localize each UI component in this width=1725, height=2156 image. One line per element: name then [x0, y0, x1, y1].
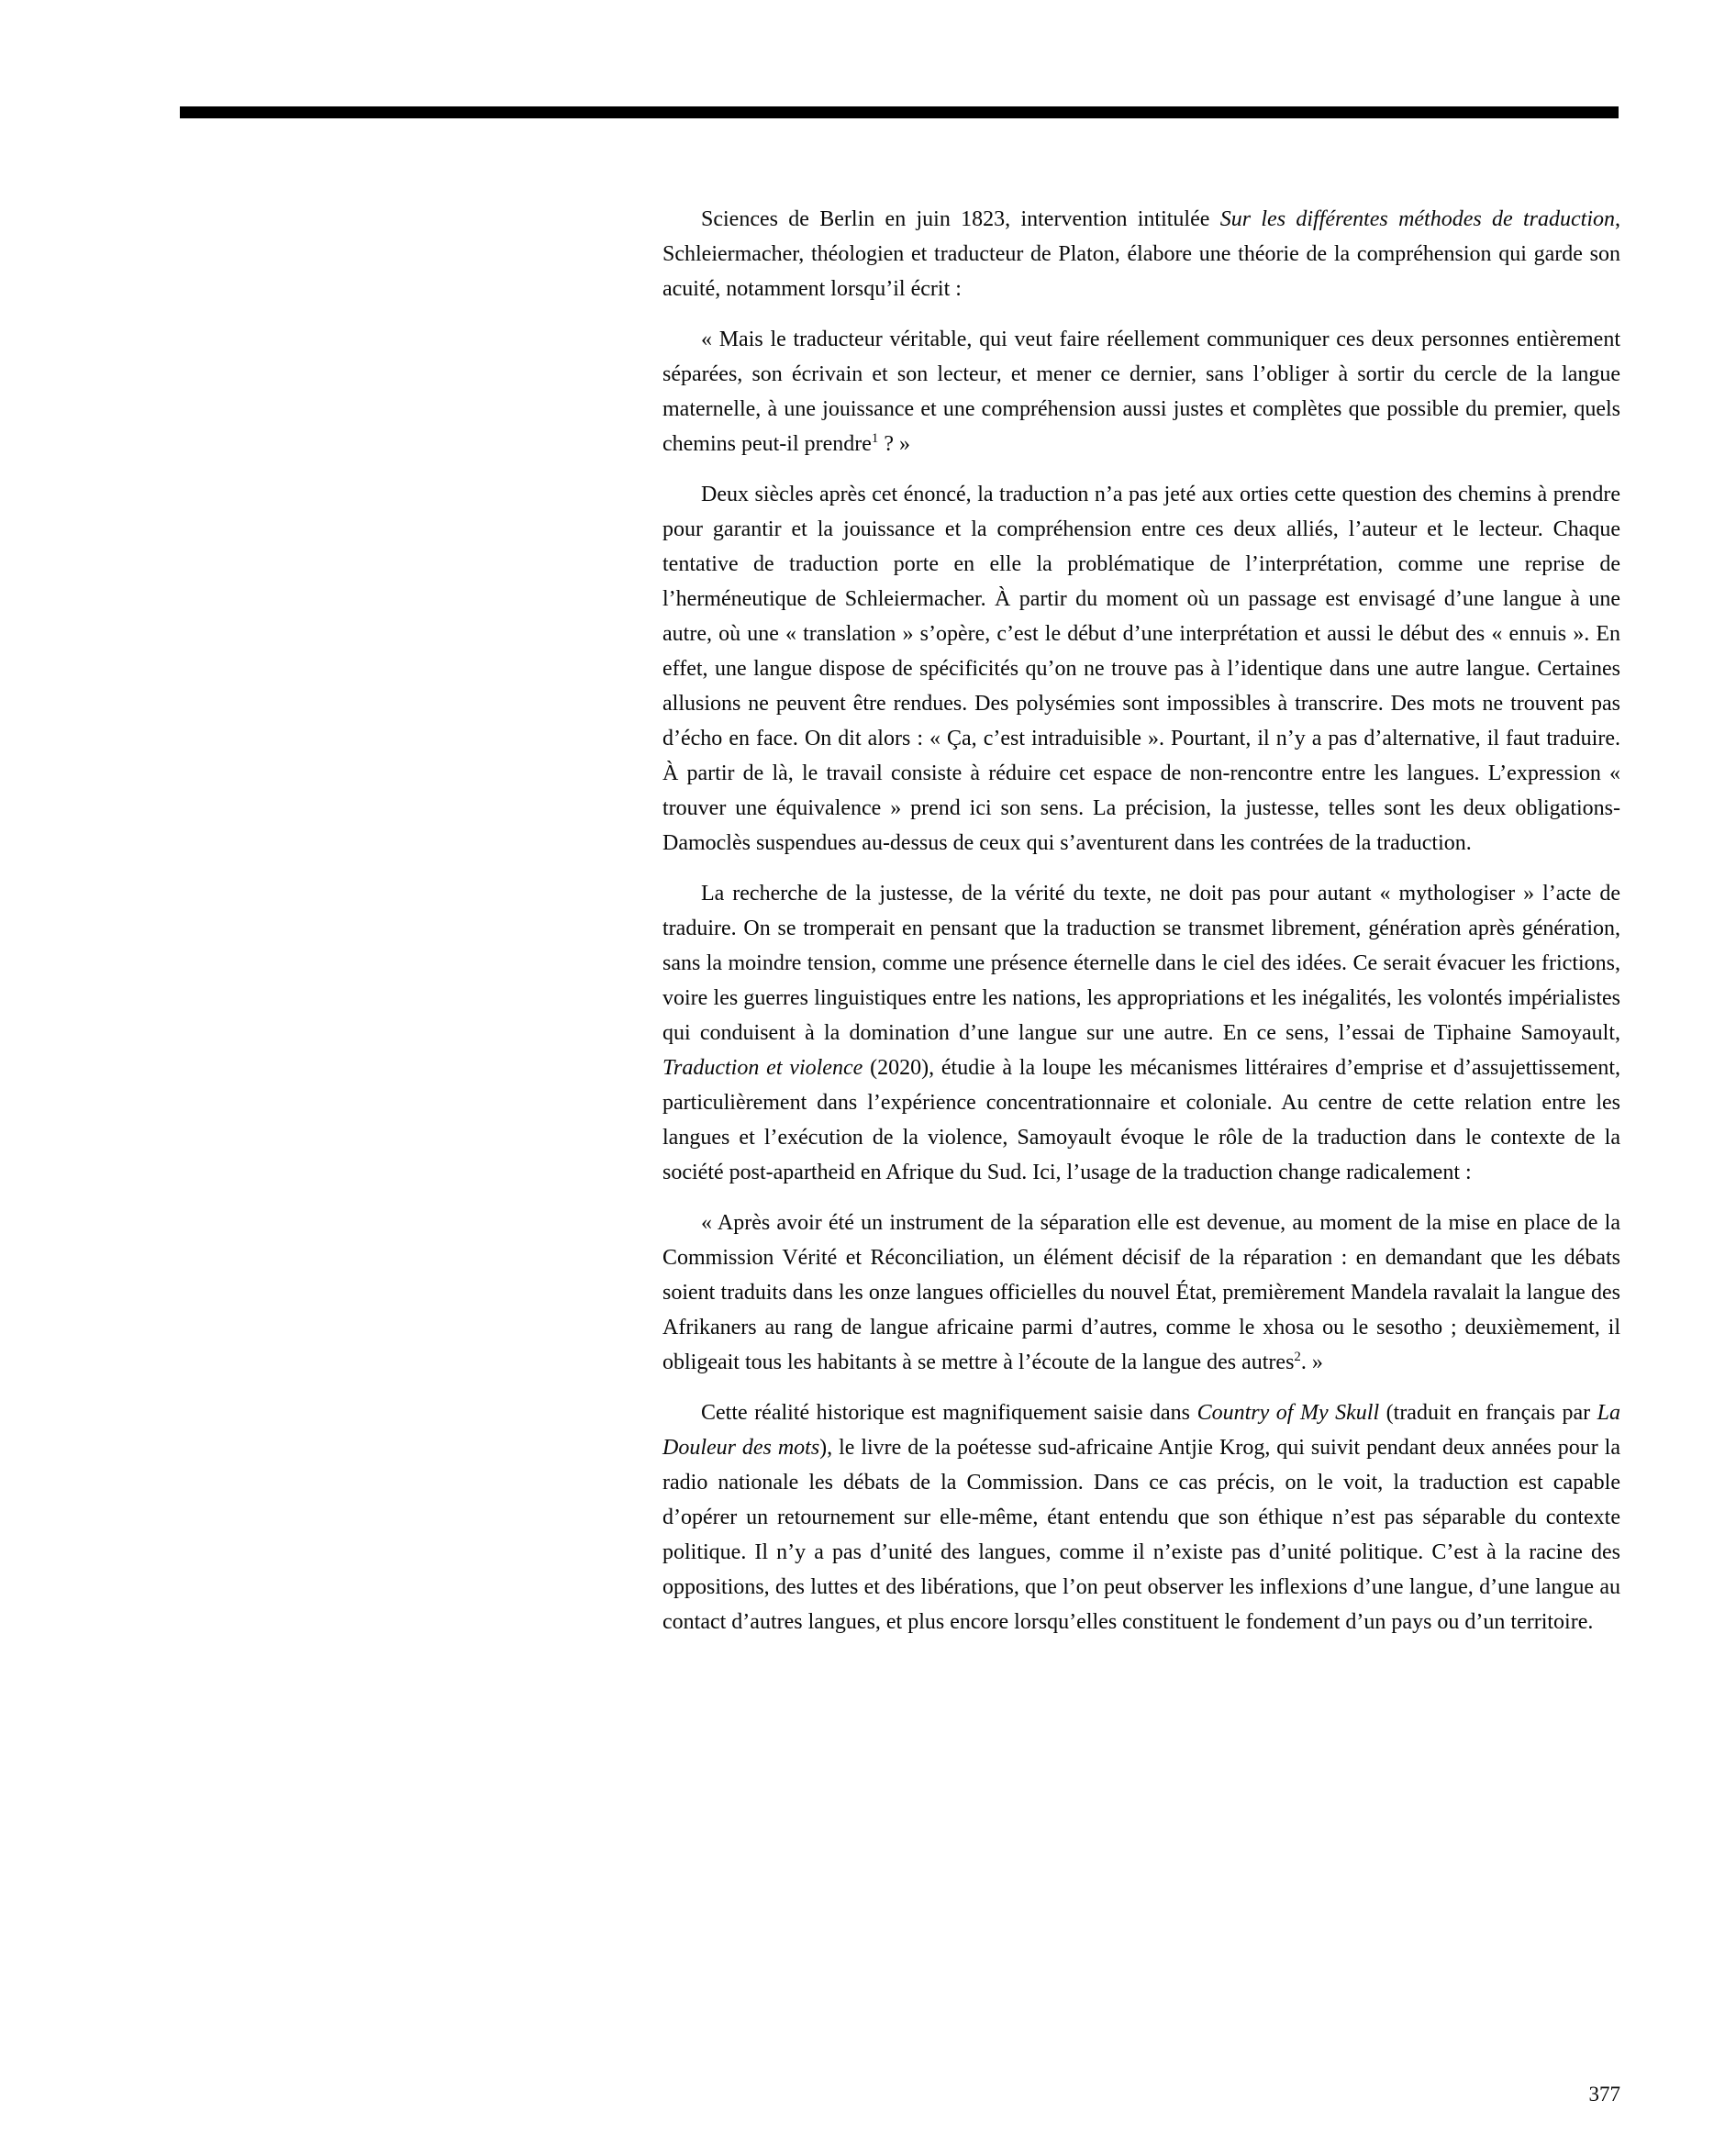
top-rule [180, 106, 1619, 118]
paragraph-recherche-justesse: La recherche de la justesse, de la vérité du texte, ne doit pas pour autant « mythologiser » l’acte de traduire. On se tromperait en pensant que la traduction se transmet librement, génération après génération, sans la moindre tension, comme une présence éternelle dans le ciel des idées. Ce serait évacuer les frictions, voire les guerres linguistiques entre les nations, les appropriations et les inégalités, les volontés impérialistes qui conduisent à la domination d’une langue sur une autre. En ce sens, l’essai de Tiphaine Samoyault, Traduction et violence (2020), étudie à la loupe les mécanismes littéraires d’emprise et d’assujettissement, particulièrement dans l’expérience concentrationnaire et coloniale. Au centre de cette relation entre les langues et l’exécution de la violence, Samoyault évoque le rôle de la traduction dans le contexte de la société post-apartheid en Afrique du Sud. Ici, l’usage de la traduction change radicalement : [662, 882, 1621, 1184]
paragraph-deux-siecles: Deux siècles après cet énoncé, la traduction n’a pas jeté aux orties cette question des chemins à prendre pour garantir et la jouissance et la compréhension entre ces deux alliés, l’auteur et le lecteur. Chaque tentative de traduction porte en elle la problématique de l’interprétation, comme une reprise de l’herméneutique de Schleiermacher. À partir du moment où un passage est envisagé d’une langue à une autre, où une « translation » s’opère, c’est le début d’une interprétation et aussi le début des « ennuis ». En effet, une langue dispose de spécificités qu’on ne trouve pas à l’identique dans une autre langue. Certaines allusions ne peuvent être rendues. Des polysémies sont impossibles à transcrire. Des mots ne trouvent pas d’écho en face. On dit alors : « Ça, c’est intraduisible ». Pourtant, il n’y a pas d’alternative, il faut traduire. À partir de là, le travail consiste à réduire cet espace de non-rencontre entre les langues. L’expression « trouver une équivalence » prend ici son sens. La précision, la justesse, telles sont les deux obligations-Damoclès suspendues au-dessus de ceux qui s’aventurent dans les contrées de la traduction. [662, 483, 1620, 855]
quote-schleiermacher: « Mais le traducteur véritable, qui veut faire réellement communiquer ces deux personnes entièrement séparées, son écrivain et son lecteur, et mener ce dernier, sans l’obliger à sortir du cercle de la langue maternelle, à une jouissance et une compréhension aussi justes et complètes que possible du premier, quels chemins peut-il prendre$^1$ ? » [662, 328, 1620, 456]
quote-samoyault: « Après avoir été un instrument de la séparation elle est devenue, au moment de la mise en place de la Commission Vérité et Réconciliation, un élément décisif de la réparation : en demandant que les débats soient traduits dans les onze langues officielles du nouvel État, premièrement Mandela ravalait la langue des Afrikaners au rang de langue africaine parmi d’autres, comme le xhosa ou le sesotho ; deuxièmement, il obligeait tous les habitants à se mettre à l’écoute de la langue des autres$^2$. » [662, 1211, 1620, 1374]
paragraph-country-of-my-skull: Cette réalité historique est magnifiquement saisie dans Country of My Skull (traduit en français par La Douleur des mots), le livre de la poétesse sud-africaine Antjie Krog, qui suivit pendant deux années pour la radio nationale les débats de la Commission. Dans ce cas précis, on le voit, la traduction est capable d’opérer un retournement sur elle-même, étant entendu que son éthique n’est pas séparable du contexte politique. Il n’y a pas d’unité des langues, comme il n’existe pas d’unité politique. C’est à la racine des oppositions, des luttes et des libérations, que l’on peut observer les inflexions d’une langue, d’une langue au contact d’autres langues, et plus encore lorsqu’elles constituent le fondement d’un pays ou d’un territoire. [662, 1401, 1621, 1634]
paragraph-intro: Sciences de Berlin en juin 1823, intervention intitulée Sur les différentes méthodes de traduction, Schleiermacher, théologien et traducteur de Platon, élabore une théorie de la compréhension qui garde son acuité, notamment lorsqu’il écrit : [662, 207, 1620, 301]
text-column [662, 202, 1620, 1639]
page-number: 377 [1588, 2083, 1620, 2106]
